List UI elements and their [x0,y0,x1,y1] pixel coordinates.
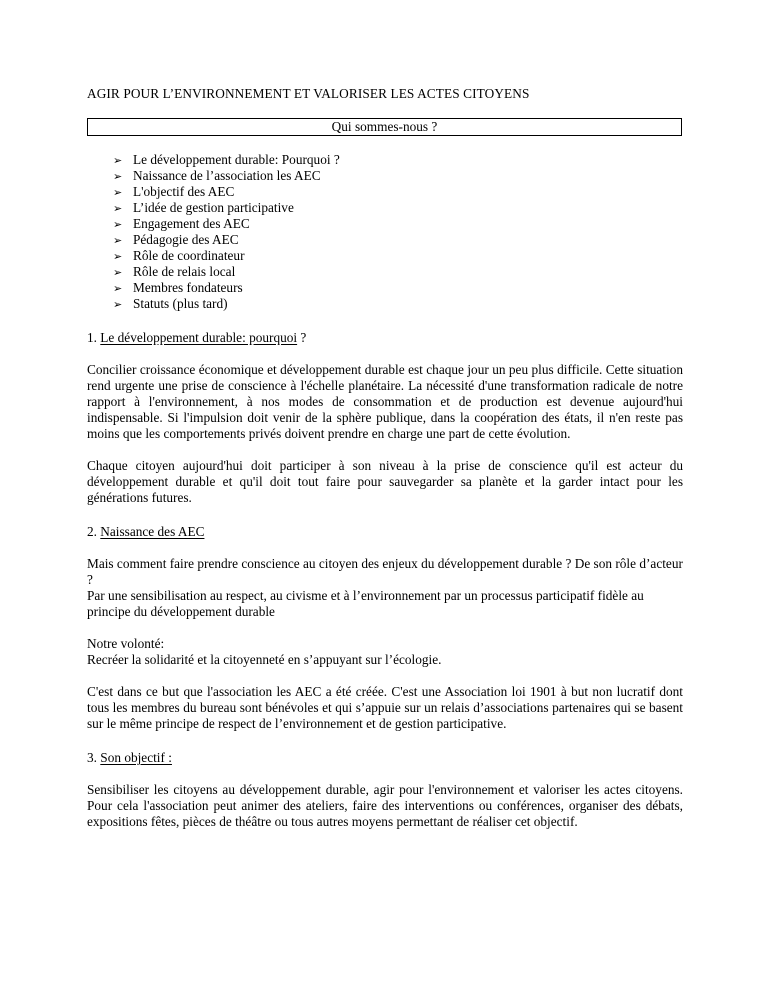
section-1-paragraph-1: Concilier croissance économique et développement durable est chaque jour un peu plus difficile. Cette situation rend urgente une prise de conscience à l'échelle planétaire. La nécessité d'une transformation radicale de notre rapport à l'environnement, à nos modes de consommation et de production est devenue aujourd'hui indispensable. Si l'impulsion doit venir de la sphère publique, dans la coopération des états, il n'en reste pas moins que les comportements privés doivent prendre en charge une part de cette évolution. [87,362,683,441]
arrow-bullet-icon: ➢ [113,234,123,247]
toc-item: ➢ Le développement durable: Pourquoi ? [113,152,340,167]
arrow-bullet-icon: ➢ [113,266,123,279]
section-1-paragraph-2: Chaque citoyen aujourd'hui doit participer à son niveau à la prise de conscience qu'il est acteur du développement durable et qu'il doit tout faire pour sauvegarder sa planète et la garder intact pour les générations futures. [87,458,683,505]
toc-item: ➢ Rôle de relais local [113,264,236,279]
arrow-bullet-icon: ➢ [113,298,123,311]
toc-item: ➢ L’idée de gestion participative [113,200,294,215]
section-3-heading: 3. Son objectif : [87,750,172,765]
section-1-title: Le développement durable: pourquoi [100,330,298,345]
arrow-bullet-icon: ➢ [113,282,123,295]
section-2-paragraph-1: Mais comment faire prendre conscience au citoyen des enjeux du développement durable ? De son rôle d’acteur ? Par une sensibilisation au respect, au civisme et à l’environnement par un processus participatif fidèle au principe du développement durable [87,556,683,619]
section-2-paragraph-2: Notre volonté: Recréer la solidarité et la citoyenneté en s’appuyant sur l’écologie. [87,636,442,667]
arrow-bullet-icon: ➢ [113,154,123,167]
toc-heading: Qui sommes-nous ? [331,119,438,134]
arrow-bullet-icon: ➢ [113,186,123,199]
arrow-bullet-icon: ➢ [113,218,123,231]
section-3-paragraph-1: Sensibiliser les citoyens au développement durable, agir pour l'environnement et valoriser les actes citoyens. Pour cela l'association peut animer des ateliers, faire des interventions ou conférences, organiser des débats, expositions fêtes, pièces de théâtre ou tous autres moyens permettant de réaliser cet objectif. [87,782,683,829]
section-2-paragraph-3: C'est dans ce but que l'association les AEC a été créée. C'est une Association loi 1901 à but non lucratif dont tous les membres du bureau sont bénévoles et qui s’appuie sur un relais d’associations partenaires qui se basent sur le même principe de respect de l’environnement et de gestion participative. [87,684,683,731]
toc-item: ➢ Membres fondateurs [113,280,243,295]
toc-item: ➢ Pédagogie des AEC [113,232,239,247]
toc-item: ➢ Rôle de coordinateur [113,248,245,263]
document-page [87,86,683,830]
arrow-bullet-icon: ➢ [113,170,123,183]
section-2-heading: 2. Naissance des AEC [87,524,205,539]
section-2-title: Naissance des AEC [100,524,205,539]
toc-item: ➢ Statuts (plus tard) [113,296,228,311]
toc-list [87,152,683,312]
toc-item: ➢ L'objectif des AEC [113,184,235,199]
document-title: AGIR POUR L’ENVIRONNEMENT ET VALORISER LES ACTES CITOYENS [87,86,530,101]
arrow-bullet-icon: ➢ [113,202,123,215]
section-1-heading: 1. Le développement durable: pourquoi ? [87,330,307,345]
arrow-bullet-icon: ➢ [113,250,123,263]
toc-item: ➢ Engagement des AEC [113,216,250,231]
toc-item: ➢ Naissance de l’association les AEC [113,168,321,183]
section-3-title: Son objectif : [100,750,172,765]
toc-heading-box [87,118,682,136]
